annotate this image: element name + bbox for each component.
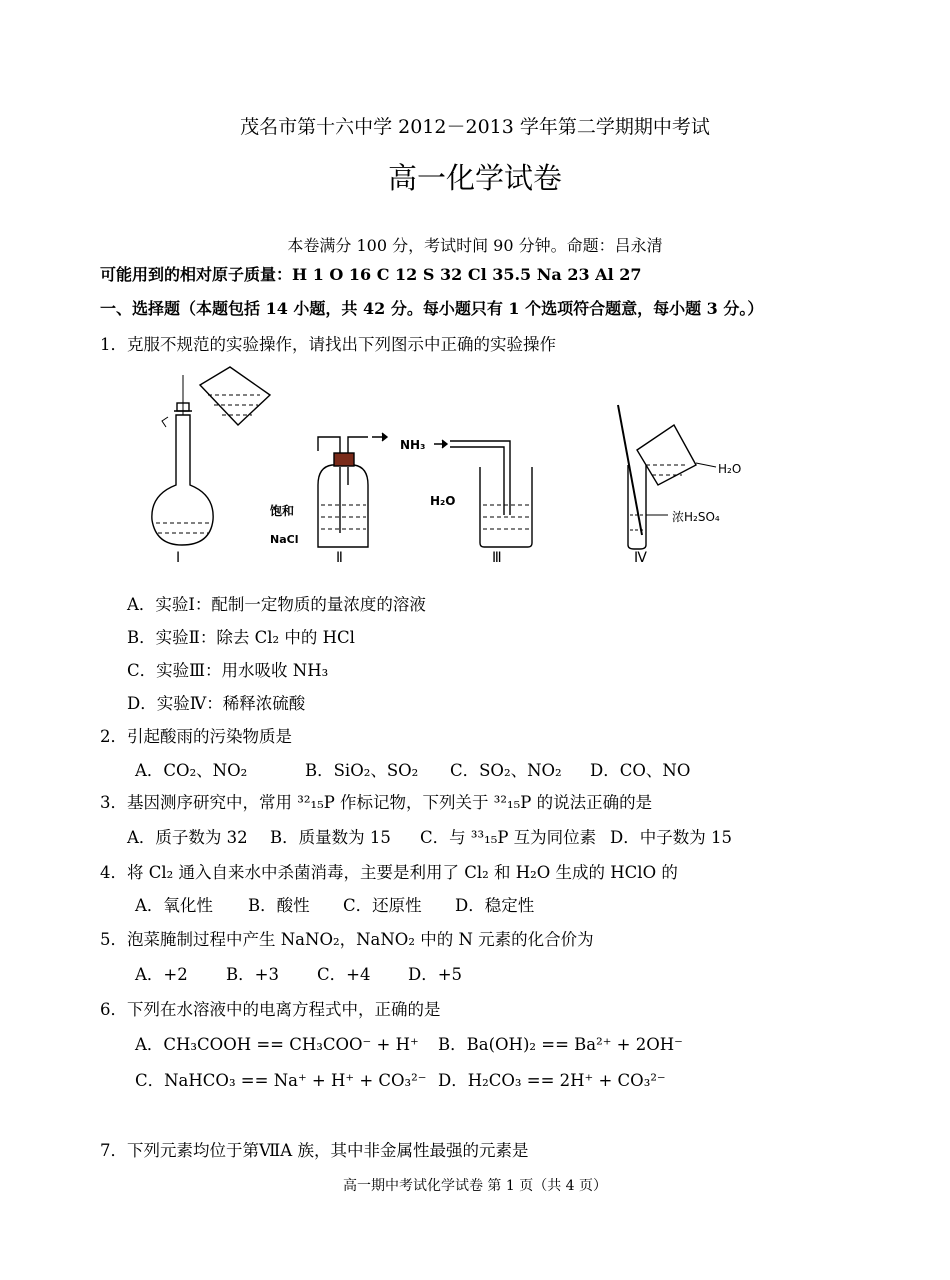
- q5-option-d: D．+5: [408, 965, 463, 984]
- q5-option-c: C．+4: [317, 965, 371, 984]
- figure-label-1: Ⅰ: [176, 550, 181, 566]
- q4-option-b: B．酸性: [248, 896, 310, 915]
- experiment-figure: [140, 355, 780, 570]
- question-2-stem: 2．引起酸雨的污染物质是: [100, 727, 292, 746]
- q4-option-c: C．还原性: [343, 896, 422, 915]
- q1-option-c: C．实验Ⅲ：用水吸收 NH₃: [127, 661, 329, 680]
- q1-option-d: D．实验Ⅳ：稀释浓硫酸: [127, 694, 306, 713]
- q2-option-c: C．SO₂、NO₂: [450, 761, 562, 780]
- page-footer: 高一期中考试化学试卷 第 1 页（共 4 页）: [342, 1178, 608, 1194]
- figure-nh3: NH₃: [400, 438, 426, 452]
- question-3-stem: 3．基因测序研究中，常用 ³²₁₅P 作标记物，下列关于 ³²₁₅P 的说法正确的是: [100, 793, 653, 812]
- exam-subtitle: 高一化学试卷: [387, 161, 562, 195]
- q3-option-c: C．与 ³³₁₅P 互为同位素: [420, 828, 597, 847]
- question-1-stem: 1．克服不规范的实验操作，请找出下列图示中正确的实验操作: [100, 335, 556, 354]
- atomic-mass-line: 可能用到的相对原子质量：H 1 O 16 C 12 S 32 Cl 35.5 Na 23 Al 27: [100, 265, 642, 284]
- question-5-stem: 5．泡菜腌制过程中产生 NaNO₂，NaNO₂ 中的 N 元素的化合价为: [100, 930, 594, 949]
- exam-title: 茂名市第十六中学 2012－2013 学年第二学期期中考试: [240, 116, 710, 138]
- q2-option-d: D．CO、NO: [590, 761, 691, 780]
- figure-label-3: Ⅲ: [492, 550, 502, 566]
- q3-option-b: B．质量数为 15: [270, 828, 391, 847]
- figure-nacl-bottom: NaCl: [270, 533, 299, 546]
- figure-acid: 浓H₂SO₄: [672, 510, 720, 524]
- q1-option-a: A．实验Ⅰ：配制一定物质的量浓度的溶液: [127, 595, 426, 614]
- q6-option-c: C．NaHCO₃ == Na⁺ + H⁺ + CO₃²⁻: [135, 1071, 427, 1090]
- q4-option-d: D．稳定性: [455, 896, 535, 915]
- q2-option-b: B．SiO₂、SO₂: [305, 761, 419, 780]
- q6-option-a: A．CH₃COOH == CH₃COO⁻ + H⁺: [135, 1035, 419, 1054]
- acid-dilution-icon: [618, 405, 716, 549]
- question-4-stem: 4．将 Cl₂ 通入自来水中杀菌消毒，主要是利用了 Cl₂ 和 H₂O 生成的 HClO 的: [100, 863, 678, 882]
- figure-label-4: Ⅳ: [634, 550, 647, 566]
- q5-option-a: A．+2: [135, 965, 188, 984]
- volumetric-flask-icon: [152, 367, 270, 545]
- question-7-stem: 7．下列元素均位于第ⅦA 族，其中非金属性最强的元素是: [100, 1141, 529, 1160]
- exam-info: 本卷满分 100 分，考试时间 90 分钟。命题：吕永清: [287, 236, 663, 255]
- gas-washing-bottle-icon: [318, 433, 387, 547]
- q2-option-a: A．CO₂、NO₂: [135, 761, 248, 780]
- question-6-stem: 6．下列在水溶液中的电离方程式中，正确的是: [100, 1000, 441, 1019]
- q1-option-b: B．实验Ⅱ：除去 Cl₂ 中的 HCl: [127, 628, 355, 647]
- q6-option-d: D．H₂CO₃ == 2H⁺ + CO₃²⁻: [438, 1071, 666, 1090]
- section-heading: 一、选择题（本题包括 14 小题，共 42 分。每小题只有 1 个选项符合题意，每小题 3 分。）: [100, 299, 764, 318]
- q4-option-a: A．氧化性: [135, 896, 213, 915]
- q3-option-a: A．质子数为 32: [127, 828, 248, 847]
- figure-h2o-right: H₂O: [718, 462, 742, 476]
- figure-h2o-left: H₂O: [430, 494, 456, 508]
- q3-option-d: D．中子数为 15: [610, 828, 732, 847]
- q5-option-b: B．+3: [226, 965, 279, 984]
- q6-option-b: B．Ba(OH)₂ == Ba²⁺ + 2OH⁻: [438, 1035, 683, 1054]
- figure-nacl-top: 饱和: [270, 504, 295, 518]
- figure-label-2: Ⅱ: [336, 550, 343, 566]
